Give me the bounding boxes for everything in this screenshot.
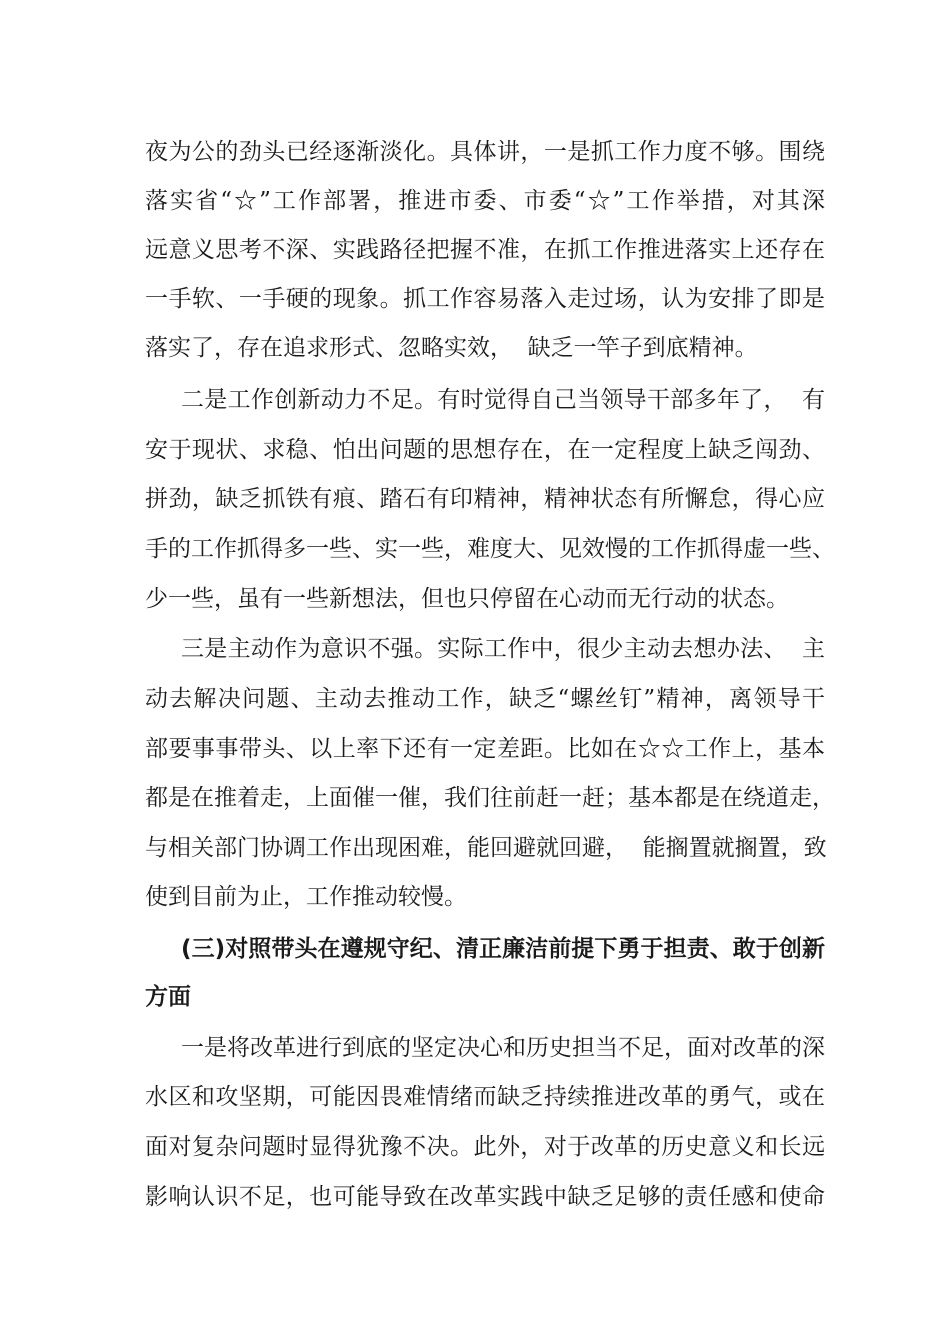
body-line: 水区和攻坚期，可能因畏难情绪而缺乏持续推进改革的勇气，或在	[145, 1084, 825, 1110]
body-line: 安于现状、求稳、怕出问题的思想存在，在一定程度上缺乏闯劲、	[145, 437, 825, 463]
body-line: 夜为公的劲头已经逐渐淡化。具体讲，一是抓工作力度不够。围绕	[145, 139, 825, 165]
body-line: 拼劲，缺乏抓铁有痕、踏石有印精神，精神状态有所懈怠，得心应	[145, 486, 825, 512]
body-line: 手的工作抓得多一些、实一些，难度大、见效慢的工作抓得虚一些、	[145, 536, 835, 562]
body-line: 少一些，虽有一些新想法，但也只停留在心动而无行动的状态。	[145, 586, 789, 612]
body-line: 都是在推着走，上面催一催，我们往前赶一赶；基本都是在绕道走，	[145, 785, 835, 811]
body-line: 使到目前为止，工作推动较慢。	[145, 884, 467, 910]
body-line: 一手软、一手硬的现象。抓工作容易落入走过场，认为安排了即是	[145, 286, 825, 312]
paragraph-start-line: 二是工作创新动力不足。有时觉得自己当领导干部多年了， 有	[181, 387, 825, 413]
body-line: 部要事事带头、以上率下还有一定差距。比如在☆☆工作上，基本	[145, 736, 825, 762]
body-line: 动去解决问题、主动去推动工作，缺乏“螺丝钉”精神，离领导干	[145, 686, 825, 712]
body-line: 落实了，存在追求形式、忽略实效， 缺乏一竿子到底精神。	[145, 335, 758, 361]
section-heading-continuation: 方面	[145, 984, 191, 1010]
body-line: 与相关部门协调工作出现困难，能回避就回避， 能搁置就搁置，致	[145, 835, 827, 861]
section-heading: (三)对照带头在遵规守纪、清正廉洁前提下勇于担责、敢于创新	[181, 936, 825, 962]
paragraph-start-line: 三是主动作为意识不强。实际工作中，很少主动去想办法、 主	[181, 636, 825, 662]
body-line: 落实省“☆”工作部署，推进市委、市委“☆”工作举措，对其深	[145, 188, 825, 214]
body-line: 影响认识不足，也可能导致在改革实践中缺乏足够的责任感和使命	[145, 1184, 825, 1210]
body-line: 远意义思考不深、实践路径把握不准，在抓工作推进落实上还存在	[145, 237, 825, 263]
paragraph-start-line: 一是将改革进行到底的坚定决心和历史担当不足，面对改革的深	[181, 1035, 825, 1061]
body-line: 面对复杂问题时显得犹豫不决。此外，对于改革的历史意义和长远	[145, 1134, 825, 1160]
